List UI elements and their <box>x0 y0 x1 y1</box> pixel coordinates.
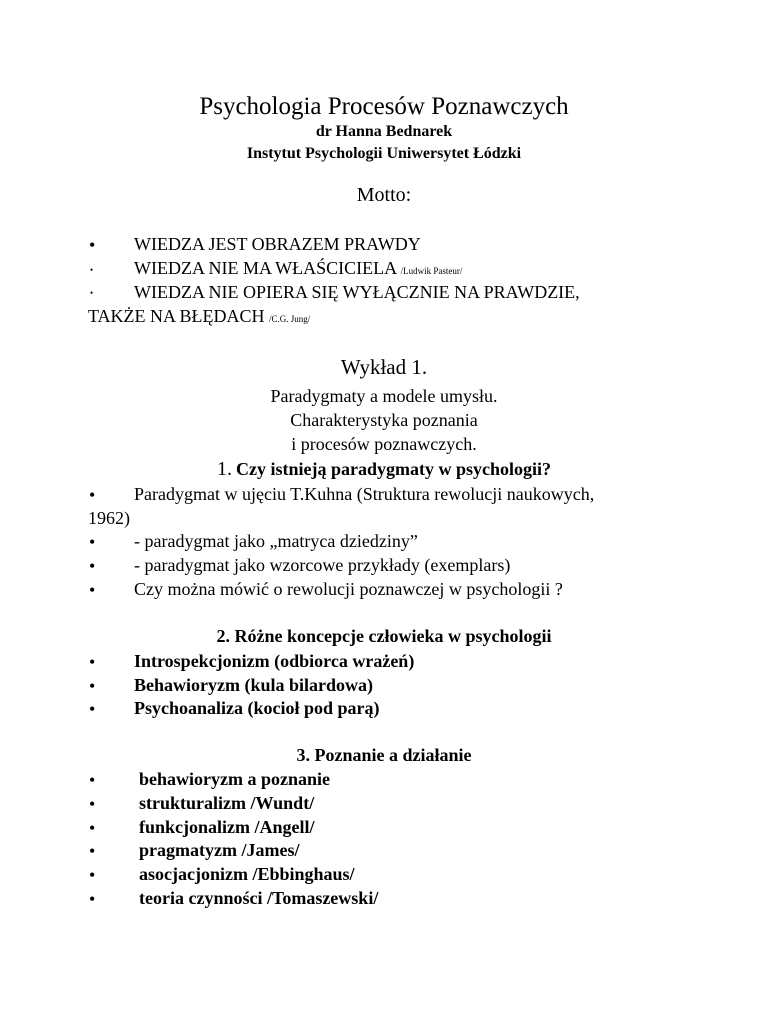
list-item: pragmatyzm /James/ <box>139 840 300 860</box>
bullet: • <box>89 556 96 576</box>
lecture-title: Wykład 1. <box>340 355 428 379</box>
list-item: strukturalizm /Wundt/ <box>139 793 315 813</box>
list-item: Psychoanaliza (kocioł pod parą) <box>134 698 380 718</box>
bullet: • <box>89 770 96 790</box>
motto-item: WIEDZA JEST OBRAZEM PRAWDY <box>134 234 421 254</box>
list-item: teoria czynności /Tomaszewski/ <box>139 888 379 908</box>
motto-item-continuation: TAKŻE NA BŁĘDACH /C.G. Jung/ <box>88 306 311 326</box>
list-item-continuation: 1962) <box>88 508 130 528</box>
document-title: Psychologia Procesów Poznawczych <box>199 93 569 120</box>
author-name: dr Hanna Bednarek <box>315 123 453 140</box>
bullet: • <box>89 841 96 861</box>
motto-source: /C.G. Jung/ <box>269 314 311 324</box>
list-item: Paradygmat w ujęciu T.Kuhna (Struktura rewolucji naukowych, <box>134 484 595 504</box>
section-number: 1. <box>217 458 232 480</box>
bullet: • <box>89 235 96 255</box>
list-item: behawioryzm a poznanie <box>139 769 330 789</box>
motto-label: Motto: <box>356 184 412 206</box>
list-item: Czy można mówić o rewolucji poznawczej w psychologii ? <box>134 579 563 599</box>
bullet: • <box>89 676 96 696</box>
lecture-subtitle-line: Paradygmaty a modele umysłu. <box>270 386 498 406</box>
motto-item: WIEDZA NIE OPIERA SIĘ WYŁĄCZNIE NA PRAWDZIE, <box>134 282 580 302</box>
bullet: • <box>89 580 96 600</box>
list-item: funkcjonalizm /Angell/ <box>139 817 315 837</box>
bullet: • <box>89 794 96 814</box>
section-1-heading: 1. Czy istnieją paradygmaty w psychologii? <box>217 458 551 480</box>
list-item: Behawioryzm (kula bilardowa) <box>134 675 374 695</box>
section-2-heading: 2. Różne koncepcje człowieka w psychologii <box>216 626 552 646</box>
list-item: asocjacjonizm /Ebbinghaus/ <box>139 864 355 884</box>
bullet: • <box>89 532 96 552</box>
list-item: - paradygmat jako wzorcowe przykłady (exemplars) <box>134 555 511 575</box>
bullet: • <box>89 485 96 505</box>
motto-source: /Ludwik Pasteur/ <box>400 266 463 276</box>
lecture-subtitle-line: i procesów poznawczych. <box>291 434 477 454</box>
institute-name: Instytut Psychologii Uniwersytet Łódzki <box>246 145 522 162</box>
motto-item: WIEDZA NIE MA WŁAŚCICIELA /Ludwik Pasteur/ <box>134 258 463 278</box>
bullet: • <box>90 265 94 275</box>
list-item: - paradygmat jako „matryca dziedziny” <box>134 531 418 551</box>
bullet: • <box>89 865 96 885</box>
bullet: • <box>89 652 96 672</box>
section-3-heading: 3. Poznanie a działanie <box>296 745 472 765</box>
bullet: • <box>89 818 96 838</box>
bullet: • <box>89 889 96 909</box>
list-item: Introspekcjonizm (odbiorca wrażeń) <box>134 651 415 671</box>
lecture-subtitle-line: Charakterystyka poznania <box>290 410 478 430</box>
bullet: • <box>90 288 94 298</box>
bullet: • <box>89 699 96 719</box>
